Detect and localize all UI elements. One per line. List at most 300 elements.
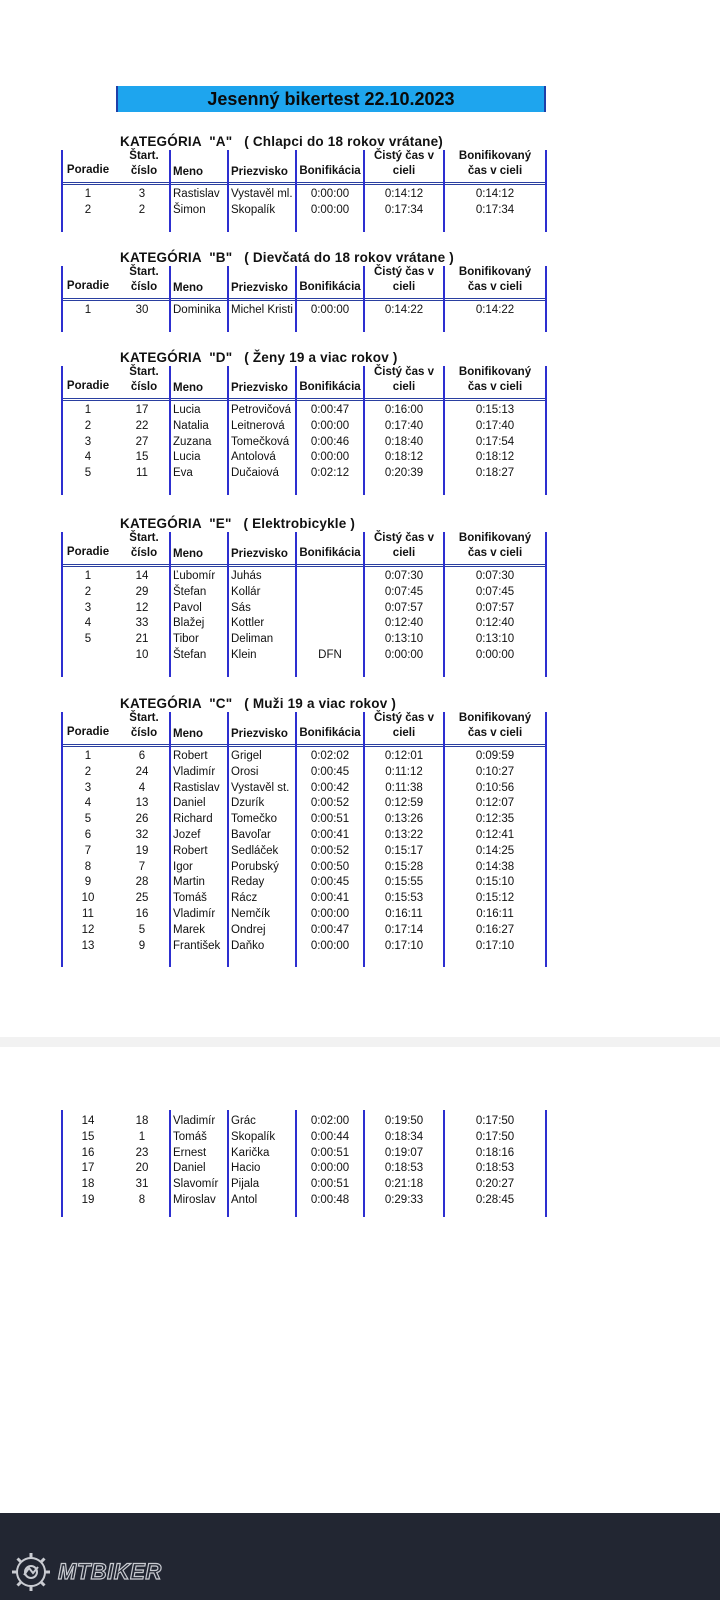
cell: 0:17:50 xyxy=(475,1130,515,1143)
column-divider xyxy=(295,266,297,332)
header-bonifikacia: Bonifikácia xyxy=(299,547,361,559)
cell: 0:10:27 xyxy=(475,765,515,778)
cell: 0:15:28 xyxy=(384,860,424,873)
table-row xyxy=(62,615,546,631)
cell: 9 xyxy=(84,876,92,889)
cell: 7 xyxy=(84,844,92,857)
cell: 0:00:48 xyxy=(310,1194,350,1206)
table-row xyxy=(62,402,546,418)
cell: Sás xyxy=(231,601,251,614)
column-divider xyxy=(227,712,229,967)
cell: 6 xyxy=(138,750,146,762)
table-row xyxy=(62,1113,546,1129)
table-header xyxy=(62,150,546,185)
cell: Leitnerová xyxy=(231,419,285,432)
cell: 0:07:45 xyxy=(384,585,424,598)
header-priezvisko: Priezvisko xyxy=(231,282,288,294)
cell: 0:11:38 xyxy=(385,781,423,794)
cell: Štefan xyxy=(173,585,207,598)
header-start2: číslo xyxy=(130,381,158,393)
cell: Antol xyxy=(231,1194,258,1206)
category-title: KATEGÓRIA "A" ( Chlapci do 18 rokov vrátane) xyxy=(120,134,444,149)
cell: 12 xyxy=(135,601,149,614)
table-row xyxy=(62,827,546,843)
cell: 0:17:34 xyxy=(384,203,424,216)
table-row xyxy=(62,465,546,481)
column-divider xyxy=(443,150,445,232)
table-row xyxy=(62,1145,546,1161)
cell: 0:00:47 xyxy=(310,404,350,416)
cell: 17 xyxy=(81,1162,95,1175)
cell: 11 xyxy=(136,467,148,480)
table-row xyxy=(62,647,546,663)
cell: 0:20:27 xyxy=(475,1178,515,1191)
cell: 13 xyxy=(135,797,149,810)
cell: 0:15:53 xyxy=(384,892,424,905)
header-poradie: Poradie xyxy=(66,380,110,392)
column-divider xyxy=(169,266,171,332)
cell: 26 xyxy=(135,813,149,826)
column-divider xyxy=(227,532,229,677)
cell: 0:17:10 xyxy=(475,939,515,952)
cell: 4 xyxy=(84,797,92,810)
column-divider xyxy=(169,150,171,232)
cell: 0:17:40 xyxy=(475,419,515,432)
cell: Lucia xyxy=(173,404,201,416)
header-bon2: čas v cieli xyxy=(467,165,523,177)
cell: Robert xyxy=(173,844,208,857)
header-start1: Štart. xyxy=(129,266,159,278)
cell: 1 xyxy=(84,750,92,762)
cell: Dominika xyxy=(173,304,221,316)
table-row xyxy=(62,302,546,318)
cell: 2 xyxy=(84,585,92,598)
cell: 0:18:12 xyxy=(475,451,515,464)
cell: Daniel xyxy=(173,1162,206,1175)
header-cisty1: Čistý čas v xyxy=(373,712,435,724)
cell: 0:13:22 xyxy=(384,829,424,841)
cell: 8 xyxy=(138,1194,146,1206)
cell: 0:00:00 xyxy=(384,649,424,661)
column-divider xyxy=(443,712,445,967)
cell: Pavol xyxy=(173,601,202,614)
column-divider xyxy=(169,712,171,967)
cell: Jozef xyxy=(173,829,201,841)
cell: Daňko xyxy=(231,939,265,952)
cell: 0:16:11 xyxy=(476,908,514,920)
table-row xyxy=(62,906,546,922)
header-bon1: Bonifikovaný xyxy=(458,712,532,724)
column-divider xyxy=(295,150,297,232)
cell: 0:17:40 xyxy=(384,419,424,432)
category-title: KATEGÓRIA "C" ( Muži 19 a viac rokov ) xyxy=(120,696,397,711)
cell: 29 xyxy=(135,585,149,598)
header-cisty2: cieli xyxy=(392,165,416,177)
column-divider xyxy=(227,266,229,332)
cell: 4 xyxy=(84,617,92,630)
cell: 0:16:11 xyxy=(385,908,423,920)
cell: 0:17:10 xyxy=(384,939,424,952)
cell: 0:00:00 xyxy=(310,908,350,920)
cell: 5 xyxy=(138,923,146,936)
cell: 0:02:12 xyxy=(310,467,350,480)
table-row xyxy=(62,434,546,450)
cell: Tomáš xyxy=(173,892,207,905)
cell: Zuzana xyxy=(173,435,212,448)
column-divider xyxy=(61,1110,63,1217)
cell: 20 xyxy=(135,1162,149,1175)
cell: Bavoľar xyxy=(231,829,271,841)
cell: 0:07:45 xyxy=(475,585,515,598)
cell: 0:12:40 xyxy=(475,617,515,630)
column-divider xyxy=(443,532,445,677)
cell: 0:00:51 xyxy=(310,1178,350,1191)
cell: 0:18:12 xyxy=(384,451,424,464)
cell: 0:18:16 xyxy=(475,1146,515,1159)
cell: Vystavěl st. xyxy=(231,781,290,794)
cell: 0:20:39 xyxy=(384,467,424,480)
header-cisty2: cieli xyxy=(392,381,416,393)
cell: František xyxy=(173,939,221,952)
column-divider xyxy=(545,366,547,495)
cell: 15 xyxy=(135,451,149,464)
cell: 19 xyxy=(135,844,149,857)
cell: Ondrej xyxy=(231,923,266,936)
cell: 19 xyxy=(81,1194,95,1206)
cell: Natalia xyxy=(173,419,209,432)
cell: Tibor xyxy=(173,633,199,646)
logo-text: MTBIKER xyxy=(58,1559,162,1584)
table-row xyxy=(62,186,546,202)
cell: 23 xyxy=(135,1146,149,1159)
cell: 28 xyxy=(135,876,149,889)
header-poradie: Poradie xyxy=(66,546,110,558)
table-row xyxy=(62,764,546,780)
cell: Blažej xyxy=(173,617,205,630)
cell: 2 xyxy=(84,203,92,216)
cell: 0:21:18 xyxy=(384,1178,424,1191)
gear-icon xyxy=(10,1551,52,1593)
table-row xyxy=(62,811,546,827)
cell: Slavomír xyxy=(173,1178,219,1191)
cell: 4 xyxy=(138,781,146,794)
cell: 0:12:40 xyxy=(384,617,424,630)
cell: 13 xyxy=(81,939,95,952)
cell: Vladimír xyxy=(173,1115,216,1127)
header-bon1: Bonifikovaný xyxy=(458,366,532,378)
column-divider xyxy=(61,712,63,967)
column-divider xyxy=(363,532,365,677)
cell: Orosi xyxy=(231,765,259,778)
header-bon2: čas v cieli xyxy=(467,281,523,293)
cell: 21 xyxy=(135,633,149,646)
header-cisty2: cieli xyxy=(392,727,416,739)
table-row xyxy=(62,748,546,764)
cell: 0:12:07 xyxy=(475,797,515,810)
header-cisty1: Čistý čas v xyxy=(373,532,435,544)
table-row xyxy=(62,449,546,465)
cell: 0:14:22 xyxy=(384,304,424,316)
column-divider xyxy=(545,266,547,332)
cell: DFN xyxy=(318,649,342,661)
cell: 0:10:56 xyxy=(475,781,515,794)
header-poradie: Poradie xyxy=(66,726,110,738)
header-poradie: Poradie xyxy=(66,164,110,176)
cell: 0:18:53 xyxy=(475,1162,515,1175)
cell: 0:07:57 xyxy=(384,601,424,614)
column-divider xyxy=(443,266,445,332)
cell: 15 xyxy=(81,1130,95,1143)
table-header xyxy=(62,532,546,567)
cell: 14 xyxy=(81,1115,95,1127)
cell: 0:00:52 xyxy=(310,844,350,857)
header-bon1: Bonifikovaný xyxy=(458,266,532,278)
cell: Igor xyxy=(173,860,193,873)
cell: Tomáš xyxy=(173,1130,207,1143)
cell: 0:11:12 xyxy=(385,765,423,778)
cell: 0:00:00 xyxy=(310,188,350,200)
table-row xyxy=(62,1129,546,1145)
cell: 0:15:12 xyxy=(475,892,515,905)
cell: 0:28:45 xyxy=(475,1194,515,1206)
cell: Lucia xyxy=(173,451,201,464)
header-bon1: Bonifikovaný xyxy=(458,150,532,162)
table-row xyxy=(62,418,546,434)
cell: 0:17:14 xyxy=(384,923,424,936)
cell: Petrovičová xyxy=(231,404,292,416)
header-bon1: Bonifikovaný xyxy=(458,532,532,544)
header-meno: Meno xyxy=(173,728,204,740)
column-divider xyxy=(169,366,171,495)
cell: 3 xyxy=(84,435,92,448)
cell: Kollár xyxy=(231,585,261,598)
cell: 0:00:00 xyxy=(310,1162,350,1175)
column-divider xyxy=(363,266,365,332)
cell: 0:14:25 xyxy=(475,844,515,857)
column-divider xyxy=(169,532,171,677)
cell: 5 xyxy=(84,813,92,826)
cell: 0:00:46 xyxy=(310,435,350,448)
cell: 0:18:40 xyxy=(384,435,424,448)
header-bon2: čas v cieli xyxy=(467,547,523,559)
cell: Dučaiová xyxy=(231,467,279,480)
cell: 0:15:10 xyxy=(475,876,515,889)
header-bonifikacia: Bonifikácia xyxy=(299,381,361,393)
cell: 24 xyxy=(135,765,149,778)
cell: 1 xyxy=(84,188,92,200)
cell: Grigel xyxy=(231,750,262,762)
cell: 0:13:26 xyxy=(384,813,424,826)
cell: 33 xyxy=(135,617,149,630)
column-divider xyxy=(61,150,63,232)
cell: 0:07:57 xyxy=(475,601,515,614)
cell: 0:19:07 xyxy=(384,1146,424,1159)
cell: Štefan xyxy=(173,649,207,661)
header-meno: Meno xyxy=(173,382,204,394)
column-divider xyxy=(295,1110,297,1217)
header-bon2: čas v cieli xyxy=(467,381,523,393)
header-cisty2: cieli xyxy=(392,547,416,559)
table-row xyxy=(62,859,546,875)
cell: Tomečková xyxy=(231,435,290,448)
cell: Klein xyxy=(231,649,257,661)
cell: 11 xyxy=(82,908,94,920)
cell: 0:15:13 xyxy=(475,404,515,416)
cell: 12 xyxy=(81,923,95,936)
cell: 5 xyxy=(84,467,92,480)
cell: Skopalík xyxy=(231,1130,276,1143)
cell: Martin xyxy=(173,876,205,889)
cell: Grác xyxy=(231,1115,256,1127)
header-start1: Štart. xyxy=(129,712,159,724)
cell: 0:12:35 xyxy=(475,813,515,826)
cell: 30 xyxy=(135,304,149,316)
header-priezvisko: Priezvisko xyxy=(231,166,288,178)
cell: 0:12:59 xyxy=(384,797,424,810)
column-divider xyxy=(61,266,63,332)
cell: 0:14:12 xyxy=(475,188,515,200)
cell: 0:09:59 xyxy=(475,750,515,762)
cell: 0:00:00 xyxy=(310,939,350,952)
cell: 0:02:02 xyxy=(310,750,350,762)
header-start2: číslo xyxy=(130,281,158,293)
cell: 0:00:52 xyxy=(310,797,350,810)
cell: 0:02:00 xyxy=(310,1115,350,1127)
header-start1: Štart. xyxy=(129,366,159,378)
cell: 0:07:30 xyxy=(384,570,424,582)
cell: Šimon xyxy=(173,203,206,216)
cell: Ernest xyxy=(173,1146,207,1159)
mtbiker-logo[interactable] xyxy=(10,1551,162,1593)
cell: Miroslav xyxy=(173,1194,216,1206)
cell: 0:00:51 xyxy=(310,813,350,826)
cell: 0:17:54 xyxy=(475,435,515,448)
table-row xyxy=(62,922,546,938)
cell: 0:00:00 xyxy=(310,451,350,464)
cell: Rácz xyxy=(231,892,258,905)
cell: 10 xyxy=(135,649,149,661)
category-title: KATEGÓRIA "D" ( Ženy 19 a viac rokov ) xyxy=(120,350,398,365)
cell: 4 xyxy=(84,451,92,464)
cell: 0:16:27 xyxy=(475,923,515,936)
cell: 1 xyxy=(84,304,92,316)
cell: 2 xyxy=(84,419,92,432)
cell: 0:18:53 xyxy=(384,1162,424,1175)
cell: Rastislav xyxy=(173,781,220,794)
cell: 0:00:50 xyxy=(310,860,350,873)
table-header xyxy=(62,366,546,401)
column-divider xyxy=(545,1110,547,1217)
cell: 0:16:00 xyxy=(384,404,424,416)
cell: 0:00:41 xyxy=(310,829,350,841)
cell: 14 xyxy=(135,570,149,582)
header-poradie: Poradie xyxy=(66,280,110,292)
cell: Dzurík xyxy=(231,797,265,810)
table-row xyxy=(62,568,546,584)
page-title: Jesenný bikertest 22.10.2023 xyxy=(116,86,546,112)
table-row xyxy=(62,1176,546,1192)
header-bonifikacia: Bonifikácia xyxy=(299,165,361,177)
cell: 0:14:12 xyxy=(384,188,424,200)
cell: 10 xyxy=(81,892,95,905)
cell: 2 xyxy=(84,765,92,778)
column-divider xyxy=(227,366,229,495)
table-row xyxy=(62,795,546,811)
table-row xyxy=(62,1192,546,1208)
cell: 0:00:00 xyxy=(310,419,350,432)
column-divider xyxy=(363,366,365,495)
cell: 6 xyxy=(84,829,92,841)
column-divider xyxy=(169,1110,171,1217)
header-priezvisko: Priezvisko xyxy=(231,382,288,394)
header-cisty1: Čistý čas v xyxy=(373,366,435,378)
cell: Vladimír xyxy=(173,765,216,778)
cell: 3 xyxy=(138,188,146,200)
header-start2: číslo xyxy=(130,727,158,739)
cell: 27 xyxy=(135,435,149,448)
cell: 8 xyxy=(84,860,92,873)
cell: Kottler xyxy=(231,617,265,630)
cell: Michel Kristi xyxy=(231,304,293,316)
cell: 0:29:33 xyxy=(384,1194,424,1206)
header-cisty1: Čistý čas v xyxy=(373,266,435,278)
header-meno: Meno xyxy=(173,282,204,294)
cell: 32 xyxy=(135,829,149,841)
column-divider xyxy=(295,366,297,495)
column-divider xyxy=(545,532,547,677)
header-cisty1: Čistý čas v xyxy=(373,150,435,162)
cell: Vystavěl ml. xyxy=(231,188,293,200)
header-bon2: čas v cieli xyxy=(467,727,523,739)
cell: Reday xyxy=(231,876,265,889)
cell: 1 xyxy=(84,570,92,582)
cell: 0:00:42 xyxy=(310,781,350,794)
cell: Karička xyxy=(231,1146,270,1159)
header-start1: Štart. xyxy=(129,532,159,544)
cell: 5 xyxy=(84,633,92,646)
header-priezvisko: Priezvisko xyxy=(231,548,288,560)
cell: 18 xyxy=(81,1178,95,1191)
table-header xyxy=(62,712,546,747)
cell: 0:13:10 xyxy=(384,633,424,646)
cell: 3 xyxy=(84,601,92,614)
cell: Hacio xyxy=(231,1162,261,1175)
cell: Antolová xyxy=(231,451,276,464)
cell: 0:00:45 xyxy=(310,765,350,778)
cell: Pijala xyxy=(231,1178,260,1191)
table-row xyxy=(62,1160,546,1176)
header-cisty2: cieli xyxy=(392,281,416,293)
cell: Nemčík xyxy=(231,908,270,920)
column-divider xyxy=(227,150,229,232)
cell: 0:12:01 xyxy=(384,750,424,762)
column-divider xyxy=(295,712,297,967)
cell: 0:13:10 xyxy=(475,633,515,646)
cell: 0:17:34 xyxy=(475,203,515,216)
cell: 0:18:27 xyxy=(475,467,515,480)
cell: Juhás xyxy=(231,570,262,582)
cell: 0:15:17 xyxy=(384,844,424,857)
column-divider xyxy=(227,1110,229,1217)
table-row xyxy=(62,938,546,954)
column-divider xyxy=(295,532,297,677)
cell: 1 xyxy=(84,404,92,416)
cell: 0:00:00 xyxy=(310,203,350,216)
cell: 0:00:47 xyxy=(310,923,350,936)
column-divider xyxy=(61,366,63,495)
cell: Vladimír xyxy=(173,908,216,920)
cell: 0:00:00 xyxy=(310,304,350,316)
